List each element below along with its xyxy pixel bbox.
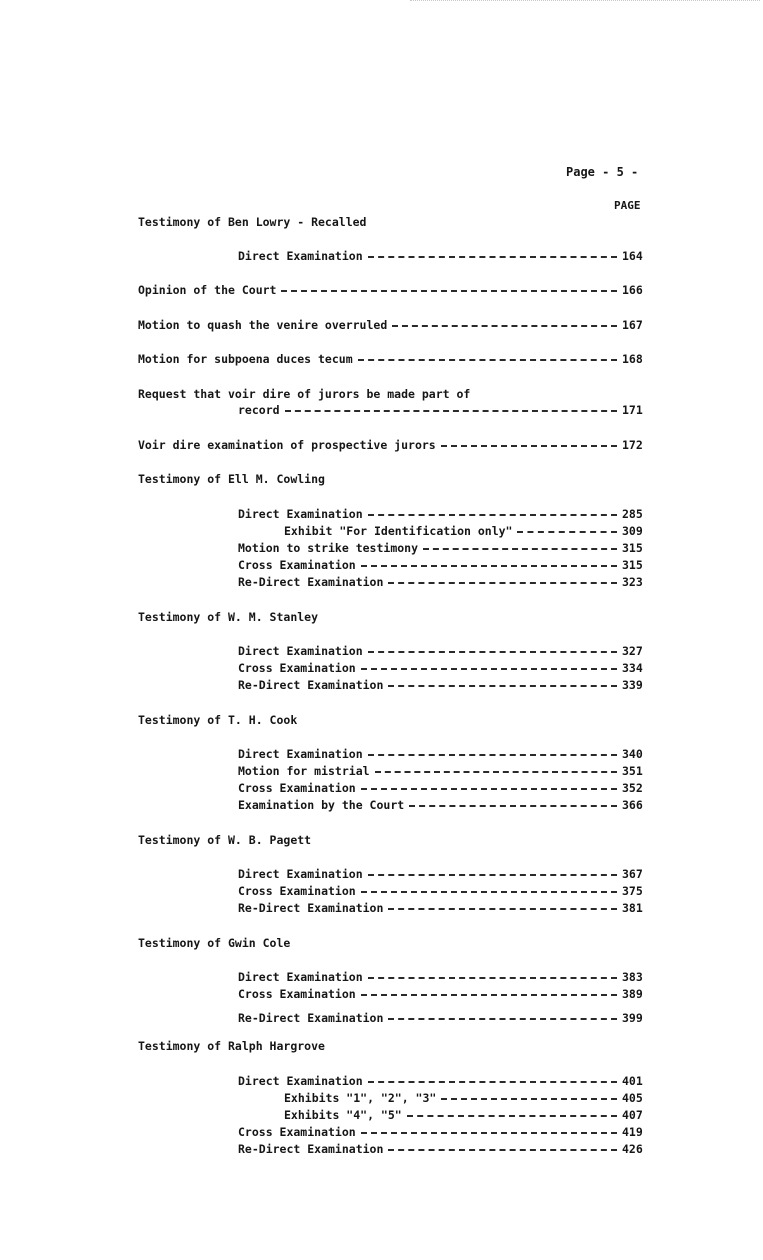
toc-entry (138, 282, 652, 299)
toc-entry (238, 969, 652, 986)
leader-dashes (368, 514, 617, 516)
toc-entry-label: Re-Direct Examination (238, 1142, 384, 1156)
toc-entry-page: 167 (622, 318, 643, 332)
toc-entry-page: 366 (622, 798, 643, 812)
toc-entry-label: Cross Examination (238, 884, 356, 898)
toc-entry (238, 402, 652, 419)
toc-entry-page: 309 (622, 524, 643, 538)
leader-dashes (392, 325, 617, 327)
toc-entry-label: Direct Examination (238, 1074, 363, 1088)
toc-entry (238, 1124, 652, 1141)
toc-heading: Request that voir dire of jurors be made part of (138, 387, 471, 401)
toc-entry-label: Re-Direct Examination (238, 575, 384, 589)
toc-entry (238, 1141, 652, 1158)
toc-entry-label: Direct Examination (238, 867, 363, 881)
leader-dashes (388, 582, 617, 584)
toc-entry (284, 1107, 652, 1124)
toc-heading: Testimony of T. H. Cook (138, 713, 298, 727)
toc-heading: Testimony of Gwin Cole (138, 936, 291, 950)
toc-entry-page: 401 (622, 1074, 643, 1088)
toc-entry-label: Direct Examination (238, 644, 363, 658)
leader-dashes (361, 565, 617, 567)
toc-entry-page: 285 (622, 507, 643, 521)
leader-dashes (368, 874, 617, 876)
leader-dashes (361, 668, 617, 670)
toc-entry-label: Re-Direct Examination (238, 1011, 384, 1025)
toc-entry (238, 643, 652, 660)
toc-entry-label: Examination by the Court (238, 798, 405, 812)
toc-entry-label: Motion to strike testimony (238, 541, 419, 555)
toc-entry-page: 315 (622, 558, 643, 572)
toc-entry-label: Re-Direct Examination (238, 678, 384, 692)
page-number: Page - 5 - (566, 165, 639, 179)
toc-entry-label: Cross Examination (238, 781, 356, 795)
toc-entry-page: 339 (622, 678, 643, 692)
toc-entry-label: Motion to quash the venire overruled (138, 318, 388, 332)
toc-entry-page: 166 (622, 283, 643, 297)
toc-entry (238, 1073, 652, 1090)
toc-entry-page: 381 (622, 901, 643, 915)
toc-entry (238, 574, 652, 591)
toc-entry-page: 399 (622, 1011, 643, 1025)
toc-entry-page: 375 (622, 884, 643, 898)
toc-entry-label: Direct Examination (238, 507, 363, 521)
toc-entry-label: Exhibits "1", "2", "3" (284, 1091, 437, 1105)
leader-dashes (388, 685, 617, 687)
leader-dashes (407, 1115, 617, 1117)
toc-entry (138, 437, 652, 454)
toc-heading: Testimony of Ell M. Cowling (138, 472, 325, 486)
toc-entry-page: 171 (622, 403, 643, 417)
toc-heading: Testimony of Ralph Hargrove (138, 1039, 325, 1053)
toc-entry (138, 317, 652, 334)
toc-entry-page: 383 (622, 970, 643, 984)
leader-dashes (388, 1149, 617, 1151)
toc-entry (284, 1090, 652, 1107)
leader-dashes (441, 445, 617, 447)
toc-entry (238, 557, 652, 574)
toc-entry-label: Opinion of the Court (138, 283, 277, 297)
leader-dashes (368, 256, 617, 258)
top-dotted-rule (410, 0, 760, 1)
leader-dashes (285, 410, 617, 412)
toc-entry-page: 340 (622, 747, 643, 761)
leader-dashes (281, 290, 617, 292)
leader-dashes (368, 754, 617, 756)
toc-entry-label: Exhibit "For Identification only" (284, 524, 513, 538)
toc-entry-page: 334 (622, 661, 643, 675)
toc-entry-label: Direct Examination (238, 970, 363, 984)
leader-dashes (388, 1018, 617, 1020)
toc-entry (238, 248, 652, 265)
leader-dashes (388, 908, 617, 910)
toc-entry (238, 746, 652, 763)
toc-entry (284, 523, 652, 540)
toc-entry-page: 172 (622, 438, 643, 452)
leader-dashes (409, 805, 617, 807)
toc-entry-page: 426 (622, 1142, 643, 1156)
toc-entry-page: 351 (622, 764, 643, 778)
leader-dashes (361, 994, 617, 996)
toc-entry-page: 164 (622, 249, 643, 263)
toc-entry (238, 866, 652, 883)
leader-dashes (368, 977, 617, 979)
leader-dashes (361, 891, 617, 893)
toc-entry-label: Motion for mistrial (238, 764, 370, 778)
leader-dashes (361, 1132, 617, 1134)
toc-entry-page: 315 (622, 541, 643, 555)
leader-dashes (368, 651, 617, 653)
leader-dashes (517, 531, 617, 533)
toc-entry (238, 506, 652, 523)
toc-entry-label: Cross Examination (238, 661, 356, 675)
toc-entry-page: 352 (622, 781, 643, 795)
toc-entry-page: 367 (622, 867, 643, 881)
toc-entry-label: Cross Examination (238, 1125, 356, 1139)
leader-dashes (441, 1098, 617, 1100)
toc-entry-label: record (238, 403, 280, 417)
leader-dashes (358, 359, 617, 361)
toc-entry (238, 540, 652, 557)
toc-heading: Testimony of W. B. Pagett (138, 833, 312, 847)
toc-heading: Testimony of Ben Lowry - Recalled (138, 215, 367, 229)
toc-entry-label: Re-Direct Examination (238, 901, 384, 915)
leader-dashes (361, 788, 617, 790)
toc-entry-label: Voir dire examination of prospective jurors (138, 438, 436, 452)
toc-entry-label: Cross Examination (238, 987, 356, 1001)
toc-entry-page: 327 (622, 644, 643, 658)
toc-entry (238, 900, 652, 917)
toc-entry (238, 660, 652, 677)
toc-entry (238, 1010, 652, 1027)
toc-entry (238, 763, 652, 780)
toc-entry-page: 419 (622, 1125, 643, 1139)
toc-entry-page: 407 (622, 1108, 643, 1122)
toc-entry (138, 351, 652, 368)
leader-dashes (375, 771, 617, 773)
toc-entry (238, 797, 652, 814)
toc-entry-label: Direct Examination (238, 747, 363, 761)
toc-entry (238, 677, 652, 694)
toc-entry-label: Cross Examination (238, 558, 356, 572)
toc-entry (238, 780, 652, 797)
toc-entry-page: 405 (622, 1091, 643, 1105)
toc-entry-page: 389 (622, 987, 643, 1001)
toc-entry-label: Exhibits "4", "5" (284, 1108, 402, 1122)
page-column-header: PAGE (614, 199, 641, 212)
leader-dashes (423, 548, 617, 550)
toc-entry-label: Motion for subpoena duces tecum (138, 352, 353, 366)
toc-entry-label: Direct Examination (238, 249, 363, 263)
toc-entry (238, 883, 652, 900)
leader-dashes (368, 1081, 617, 1083)
toc-entry-page: 323 (622, 575, 643, 589)
toc-heading: Testimony of W. M. Stanley (138, 610, 319, 624)
toc-entry (238, 986, 652, 1003)
toc-entry-page: 168 (622, 352, 643, 366)
